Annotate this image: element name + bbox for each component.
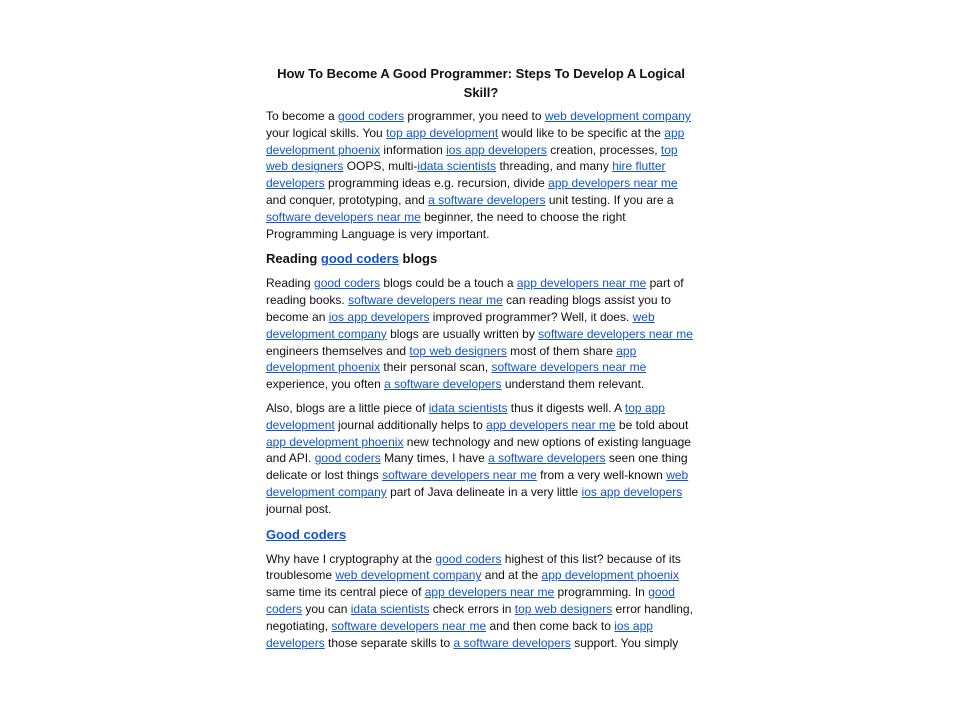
text-run: unit testing. If you are a — [545, 192, 674, 207]
text-run: programmer, you need to — [404, 109, 545, 123]
inline-link[interactable]: top web designers — [409, 343, 507, 358]
inline-link[interactable]: top app development — [266, 400, 665, 432]
paragraph — [266, 275, 696, 393]
text-run: Reading — [266, 251, 321, 267]
inline-link[interactable]: software developers near me — [382, 468, 537, 483]
inline-link[interactable]: app development phoenix — [541, 568, 679, 583]
inline-link[interactable]: app developers near me — [424, 585, 555, 600]
inline-link[interactable]: ios app developers — [328, 309, 430, 324]
text-run: can reading blogs assist you to become an — [266, 293, 671, 324]
text-run: Many times, I have — [380, 451, 489, 466]
text-run: would like to be specific at the — [498, 125, 665, 140]
text-run: highest of this list? because of its troublesome — [266, 551, 681, 583]
text-run: blogs could be a touch a — [380, 276, 517, 291]
text-run: same time its central piece of — [266, 585, 425, 600]
document-title: How To Become A Good Programmer: Steps To Develop A Logical Skill? — [277, 66, 685, 100]
text-run: those separate skills to — [324, 635, 454, 650]
text-run: most of them share — [506, 343, 617, 358]
inline-link[interactable]: software developers near me — [266, 209, 421, 224]
inline-link[interactable]: software developers near me — [491, 360, 647, 375]
text-run: OOPS, multi- — [343, 159, 418, 174]
inline-link[interactable]: web development company — [335, 568, 482, 583]
inline-link[interactable]: app developers near me — [516, 276, 647, 291]
inline-link[interactable]: good coders — [320, 251, 399, 267]
document-body — [266, 108, 696, 651]
section-heading — [266, 525, 696, 544]
text-run: from a very well-known — [536, 468, 667, 483]
text-run: Reading — [266, 276, 315, 291]
text-run: threading, and many — [496, 159, 613, 174]
inline-link[interactable]: ios app developers — [266, 618, 653, 650]
inline-link[interactable]: top web designers — [514, 601, 613, 616]
paragraph — [266, 551, 696, 652]
text-run: part of reading books. — [266, 276, 684, 308]
paragraph — [266, 400, 696, 518]
inline-link[interactable]: web development company — [266, 309, 655, 341]
section-heading — [266, 249, 696, 268]
text-run: blogs are usually written by — [386, 326, 539, 341]
inline-link[interactable]: good coders — [338, 109, 405, 123]
text-run: you can — [302, 601, 351, 616]
inline-link[interactable]: good coders — [435, 551, 502, 566]
text-run: information — [380, 142, 447, 157]
text-run: programming ideas e.g. recursion, divide — [324, 176, 549, 191]
text-run: new technology and new options of existing language and API. — [266, 434, 691, 466]
inline-link[interactable]: top web designers — [266, 142, 678, 174]
inline-link[interactable]: hire flutter developers — [266, 159, 666, 191]
text-run: experience, you often — [266, 377, 385, 392]
inline-link[interactable]: a software developers — [488, 451, 606, 466]
text-run: Also, blogs are a little piece of — [266, 400, 429, 415]
text-run: journal post. — [266, 501, 332, 516]
text-run: part of Java delineate in a very little — [386, 484, 582, 499]
inline-link[interactable]: idata scientists — [417, 159, 497, 174]
text-run: check errors in — [429, 601, 515, 616]
text-run: their personal scan, — [380, 360, 492, 375]
inline-link[interactable]: good coders — [266, 585, 675, 616]
inline-link[interactable]: software developers near me — [538, 326, 693, 341]
inline-link[interactable]: ios app developers — [446, 142, 547, 157]
text-run: improved programmer? Well, it does. — [429, 309, 633, 324]
text-run: programming. In — [554, 585, 649, 600]
inline-link[interactable]: good coders — [314, 451, 381, 466]
text-run: blogs — [398, 251, 438, 267]
document-page — [266, 64, 696, 658]
inline-link[interactable]: app developers near me — [486, 417, 616, 432]
text-run: support. You simply — [570, 635, 679, 650]
inline-link[interactable]: app developers near me — [548, 176, 678, 191]
inline-link[interactable]: idata scientists — [350, 601, 430, 616]
inline-link[interactable]: ios app developers — [581, 484, 683, 499]
text-run: Why have I cryptography at the — [266, 551, 436, 566]
inline-link[interactable]: good coders — [314, 276, 381, 291]
inline-link[interactable]: app development phoenix — [266, 434, 404, 449]
paragraph — [266, 108, 696, 242]
inline-link[interactable]: web development company — [266, 468, 689, 499]
text-run: be told about — [615, 417, 689, 432]
inline-link[interactable]: idata scientists — [428, 400, 508, 415]
text-run: and then come back to — [486, 618, 615, 633]
text-run: understand them relevant. — [501, 377, 645, 392]
text-run: creation, processes, — [546, 142, 661, 157]
text-run: error handling, negotiating, — [266, 601, 693, 633]
text-run: journal additionally helps to — [334, 417, 487, 432]
inline-link[interactable]: a software developers — [428, 192, 546, 207]
text-run: beginner, the need to choose the right Programming Language is very important. — [266, 209, 626, 241]
text-run: To become a — [266, 109, 339, 123]
inline-link[interactable]: app development phoenix — [266, 125, 685, 157]
text-run: engineers themselves and — [266, 343, 410, 358]
inline-link[interactable]: web development company — [544, 109, 691, 123]
text-run: and at the — [481, 568, 542, 583]
text-run: thus it digests well. A — [507, 400, 625, 415]
inline-link[interactable]: app development phoenix — [266, 343, 637, 375]
text-run: and conquer, prototyping, and — [266, 192, 429, 207]
text-run: your logical skills. You — [266, 125, 387, 140]
inline-link[interactable]: top app development — [386, 125, 499, 140]
inline-link[interactable]: a software developers — [384, 377, 502, 392]
inline-link[interactable]: software developers near me — [331, 618, 487, 633]
inline-link[interactable]: Good coders — [266, 526, 347, 542]
inline-link[interactable]: a software developers — [453, 635, 571, 650]
text-run: seen one thing delicate or lost things — [266, 451, 688, 483]
inline-link[interactable]: software developers near me — [348, 293, 503, 308]
